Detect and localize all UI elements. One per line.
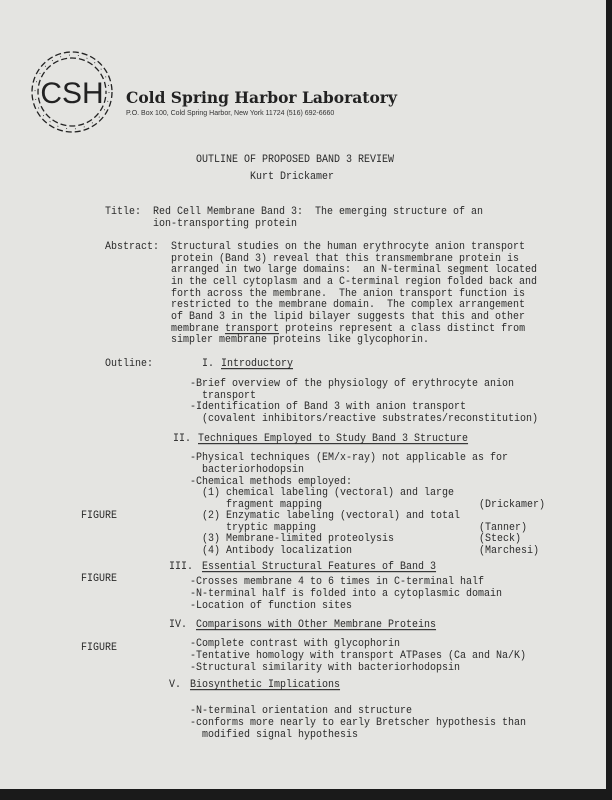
title-line: Red Cell Membrane Band 3: The emerging structure of an — [153, 206, 484, 219]
outline-line: (covalent inhibitors/reactive substrates/reconstitution) — [190, 413, 539, 426]
section-number: I. — [202, 358, 215, 371]
outline-line: -Physical techniques (EM/x-ray) not applicable as for — [190, 452, 509, 465]
outline-label: Outline: — [105, 358, 154, 371]
abstract-line: forth across the membrane. The anion transport function is — [171, 288, 526, 301]
abstract-line: protein (Band 3) reveal that this transmembrane protein is — [171, 253, 520, 266]
section-heading: Introductory — [221, 358, 294, 371]
logo-text: CSH — [40, 77, 104, 110]
outline-line: -Complete contrast with glycophorin — [190, 638, 401, 651]
section-heading: Biosynthetic Implications — [190, 679, 341, 692]
text: membrane — [171, 323, 226, 336]
author: Kurt Drickamer — [250, 171, 335, 184]
outline-line: -Structural similarity with bacteriorhodopsin — [190, 662, 461, 675]
credit-name: (Marchesi) — [479, 545, 540, 558]
outline-line: -Brief overview of the physiology of erythrocyte anion — [190, 378, 515, 391]
credit-name: (Tanner) — [479, 522, 528, 535]
section-heading: Comparisons with Other Membrane Proteins — [196, 619, 437, 632]
outline-line: -conforms more nearly to early Bretscher hypothesis than — [190, 717, 527, 730]
outline-line: -Chemical methods employed: — [190, 476, 353, 489]
underlined-word: transport — [225, 323, 280, 336]
outline-line: (1) chemical labeling (vectoral) and large — [190, 487, 455, 500]
outline-line: bacteriorhodopsin — [190, 464, 305, 477]
abstract-line: of Band 3 in the lipid bilayer suggests that this and other — [171, 311, 526, 324]
outline-line: tryptic mapping — [190, 522, 317, 535]
figure-marker: FIGURE — [81, 510, 118, 523]
abstract-line: restricted to the membrane domain. The complex arrangement — [171, 299, 526, 312]
section-number: IV. — [169, 619, 188, 632]
abstract-line: simpler membrane proteins like glycophorin. — [171, 334, 430, 347]
organization-address: P.O. Box 100, Cold Spring Harbor, New York 11724 (516) 692-6660 — [126, 110, 335, 117]
outline-line: -N-terminal half is folded into a cytoplasmic domain — [190, 588, 503, 601]
credit-name: (Steck) — [479, 533, 522, 546]
title-line: ion-transporting protein — [153, 218, 298, 231]
abstract-line: in the cell cytoplasm and a C-terminal region folded back and — [171, 276, 538, 289]
outline-line: -Identification of Band 3 with anion transport — [190, 401, 467, 414]
outline-line: -Location of function sites — [190, 600, 353, 613]
credit-name: (Drickamer) — [479, 499, 546, 512]
figure-marker: FIGURE — [81, 642, 118, 655]
abstract-line: Structural studies on the human erythrocyte anion transport — [171, 241, 526, 254]
section-number: III. — [169, 561, 194, 574]
outline-line: transport — [190, 390, 257, 403]
section-heading: Essential Structural Features of Band 3 — [202, 561, 437, 574]
organization-name: Cold Spring Harbor Laboratory — [126, 88, 397, 107]
section-number: V. — [169, 679, 182, 692]
figure-marker: FIGURE — [81, 573, 118, 586]
title-label: Title: — [105, 206, 142, 219]
abstract-label: Abstract: — [105, 241, 160, 254]
csh-logo — [24, 44, 120, 140]
outline-line: -Tentative homology with transport ATPases (Ca and Na/K) — [190, 650, 527, 663]
text: proteins represent a class distinct from — [279, 323, 526, 336]
outline-line: -N-terminal orientation and structure — [190, 705, 413, 718]
outline-line: -Crosses membrane 4 to 6 times in C-terminal half — [190, 576, 485, 589]
outline-line: modified signal hypothesis — [190, 729, 359, 742]
outline-line: (4) Antibody localization — [190, 545, 353, 558]
section-heading: Techniques Employed to Study Band 3 Structure — [198, 433, 469, 446]
document-heading: OUTLINE OF PROPOSED BAND 3 REVIEW — [196, 154, 395, 167]
outline-line: (2) Enzymatic labeling (vectoral) and total — [190, 510, 461, 523]
abstract-line: arranged in two large domains: an N-terminal segment located — [171, 264, 538, 277]
outline-line: (3) Membrane-limited proteolysis — [190, 533, 395, 546]
outline-line: fragment mapping — [190, 499, 323, 512]
section-number: II. — [173, 433, 192, 446]
